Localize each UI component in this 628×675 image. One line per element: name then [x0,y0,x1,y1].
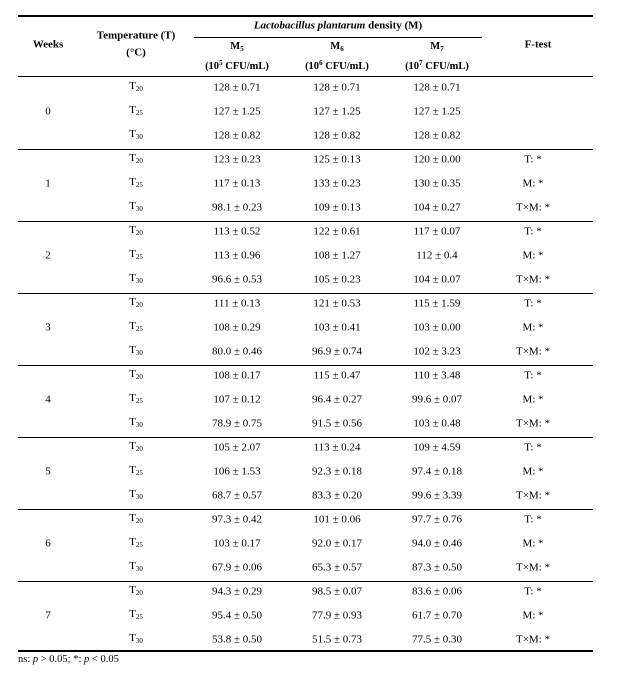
header-bottom-rule [18,76,593,77]
value-cell-m7: 83.6 ± 0.06 [411,585,463,598]
ftest-cell: M: * [522,537,544,550]
value-cell-m6: 65.3 ± 0.57 [311,561,363,574]
header-density-species: Lactobacillus plantarum [253,19,366,32]
value-cell-m5: 95.4 ± 0.50 [211,609,263,622]
value-cell-m7: 112 ± 0.4 [416,249,458,262]
value-cell-m6: 83.3 ± 0.20 [311,489,363,502]
value-cell-m7: 104 ± 0.27 [413,201,461,214]
footnote: ns: p > 0.05; *: p < 0.05 [18,654,119,665]
week-label: 7 [45,609,51,622]
temperature-cell: T25 [129,536,143,550]
header-col-m5-conc: ($10^5$ CFU/mL) [205,59,269,72]
value-cell-m5: 80.0 ± 0.46 [211,345,263,358]
value-cell-m7: 94.0 ± 0.46 [411,537,463,550]
week-label: 6 [45,537,51,550]
header-sub-rule [194,37,482,38]
value-cell-m6: 108 ± 1.27 [313,249,361,262]
ftest-cell: T×M: * [515,417,551,430]
value-cell-m7: 110 ± 3.48 [413,369,461,382]
value-cell-m7: 61.7 ± 0.70 [411,609,463,622]
value-cell-m7: 87.3 ± 0.50 [411,561,463,574]
value-cell-m7: 97.4 ± 0.18 [411,465,463,478]
header-col-m7-name: M7 [430,41,444,53]
temperature-cell: T30 [129,560,143,574]
value-cell-m7: 99.6 ± 3.39 [411,489,463,502]
temperature-cell: T25 [129,104,143,118]
ftest-cell: T×M: * [515,561,551,574]
ftest-cell: T: * [524,225,542,238]
header-weeks: Weeks [32,38,64,51]
ftest-cell: M: * [522,609,544,622]
header-temperature-line2: (°C) [126,46,146,59]
value-cell-m6: 91.5 ± 0.56 [311,417,363,430]
value-cell-m5: 98.1 ± 0.23 [211,201,263,214]
value-cell-m5: 78.9 ± 0.75 [211,417,263,430]
value-cell-m7: 102 ± 3.23 [413,345,461,358]
value-cell-m5: 106 ± 1.53 [213,465,261,478]
header-col-m6-conc: ($10^6$ CFU/mL) [305,59,369,72]
value-cell-m5: 128 ± 0.82 [213,129,261,142]
temperature-cell: T20 [129,80,143,93]
value-cell-m6: 121 ± 0.53 [313,297,361,310]
temperature-cell: T25 [129,320,143,334]
ftest-cell: T×M: * [515,633,551,646]
week-label: 3 [45,321,51,334]
temperature-cell: T30 [129,272,143,286]
temperature-cell: T20 [129,368,143,381]
value-cell-m6: 103 ± 0.41 [313,321,361,334]
value-cell-m7: 99.6 ± 0.07 [411,393,463,406]
value-cell-m7: 103 ± 0.48 [413,417,461,430]
value-cell-m6: 96.4 ± 0.27 [311,393,363,406]
group-separator-rule [18,293,593,294]
value-cell-m5: 97.3 ± 0.42 [211,513,263,526]
header-density-suffix: density (M) [365,19,423,32]
value-cell-m7: 104 ± 0.07 [413,273,461,286]
value-cell-m5: 128 ± 0.71 [213,81,261,94]
temperature-cell: T25 [129,176,143,190]
temperature-cell: T25 [129,464,143,478]
value-cell-m5: 68.7 ± 0.57 [211,489,263,502]
value-cell-m5: 117 ± 0.13 [213,177,261,190]
value-cell-m5: 96.6 ± 0.53 [211,273,263,286]
value-cell-m5: 108 ± 0.17 [213,369,261,382]
value-cell-m7: 120 ± 0.00 [413,153,461,166]
temperature-cell: T30 [129,416,143,430]
ftest-cell: M: * [522,393,544,406]
value-cell-m6: 51.5 ± 0.73 [311,633,363,646]
ftest-cell: T: * [524,369,542,382]
value-cell-m5: 53.8 ± 0.50 [211,633,263,646]
value-cell-m6: 113 ± 0.24 [313,441,361,454]
value-cell-m6: 128 ± 0.82 [313,129,361,142]
value-cell-m5: 103 ± 0.17 [213,537,261,550]
group-separator-rule [18,437,593,438]
value-cell-m6: 133 ± 0.23 [313,177,361,190]
temperature-cell: T20 [129,296,143,309]
value-cell-m7: 77.5 ± 0.30 [411,633,463,646]
value-cell-m7: 109 ± 4.59 [413,441,461,454]
header-temperature-line1: Temperature (T) [96,29,176,42]
group-separator-rule [18,221,593,222]
temperature-cell: T30 [129,128,143,142]
value-cell-m6: 105 ± 0.23 [313,273,361,286]
group-separator-rule [18,581,593,582]
week-label: 4 [45,393,51,406]
value-cell-m6: 92.3 ± 0.18 [311,465,363,478]
ftest-cell: T×M: * [515,201,551,214]
value-cell-m5: 108 ± 0.29 [213,321,261,334]
value-cell-m6: 128 ± 0.71 [313,81,361,94]
ftest-cell: M: * [522,321,544,334]
header-col-m6-name: M6 [330,41,344,53]
ftest-cell: T×M: * [515,345,551,358]
group-separator-rule [18,365,593,366]
temperature-cell: T30 [129,344,143,358]
ftest-cell: T×M: * [515,273,551,286]
value-cell-m5: 123 ± 0.23 [213,153,261,166]
value-cell-m7: 127 ± 1.25 [413,105,461,118]
temperature-cell: T30 [129,632,143,646]
temperature-cell: T20 [129,512,143,525]
week-label: 2 [45,249,51,262]
value-cell-m6: 125 ± 0.13 [313,153,361,166]
value-cell-m6: 77.9 ± 0.93 [311,609,363,622]
temperature-cell: T20 [129,440,143,453]
ftest-cell: T×M: * [515,489,551,502]
value-cell-m7: 103 ± 0.00 [413,321,461,334]
value-cell-m5: 111 ± 0.13 [213,297,261,310]
temperature-cell: T20 [129,224,143,237]
value-cell-m6: 98.5 ± 0.07 [311,585,363,598]
group-separator-rule [18,149,593,150]
value-cell-m6: 122 ± 0.61 [313,225,361,238]
value-cell-m6: 96.9 ± 0.74 [311,345,363,358]
temperature-cell: T25 [129,392,143,406]
ftest-cell: M: * [522,465,544,478]
ftest-cell: M: * [522,177,544,190]
temperature-cell: T30 [129,488,143,502]
value-cell-m6: 101 ± 0.06 [313,513,361,526]
value-cell-m7: 130 ± 0.35 [413,177,461,190]
group-separator-rule [18,650,593,652]
temperature-cell: T20 [129,584,143,597]
ftest-cell: T: * [524,297,542,310]
value-cell-m6: 115 ± 0.47 [313,369,361,382]
table-top-rule [18,15,593,17]
ftest-cell: M: * [522,249,544,262]
value-cell-m6: 127 ± 1.25 [313,105,361,118]
value-cell-m5: 94.3 ± 0.29 [211,585,263,598]
ftest-cell: T: * [524,513,542,526]
value-cell-m5: 113 ± 0.52 [213,225,261,238]
value-cell-m5: 113 ± 0.96 [213,249,261,262]
temperature-cell: T25 [129,248,143,262]
header-density [254,20,422,33]
group-separator-rule [18,509,593,510]
value-cell-m7: 115 ± 1.59 [413,297,461,310]
value-cell-m7: 128 ± 0.82 [413,129,461,142]
value-cell-m5: 127 ± 1.25 [213,105,261,118]
ftest-cell: T: * [524,441,542,454]
value-cell-m7: 117 ± 0.07 [413,225,461,238]
temperature-cell: T25 [129,608,143,622]
week-label: 1 [45,177,51,190]
value-cell-m5: 107 ± 0.12 [213,393,261,406]
header-col-m5-name: M5 [230,41,244,53]
week-label: 0 [45,105,51,118]
value-cell-m6: 92.0 ± 0.17 [311,537,363,550]
value-cell-m7: 128 ± 0.71 [413,81,461,94]
header-ftest: F-test [524,38,552,51]
temperature-cell: T20 [129,152,143,165]
week-label: 5 [45,465,51,478]
temperature-cell: T30 [129,200,143,214]
ftest-cell: T: * [524,153,542,166]
ftest-cell: T: * [524,585,542,598]
value-cell-m5: 67.9 ± 0.06 [211,561,263,574]
value-cell-m7: 97.7 ± 0.76 [411,513,463,526]
value-cell-m5: 105 ± 2.07 [213,441,261,454]
value-cell-m6: 109 ± 0.13 [313,201,361,214]
header-col-m7-conc: ($10^7$ CFU/mL) [405,59,469,72]
